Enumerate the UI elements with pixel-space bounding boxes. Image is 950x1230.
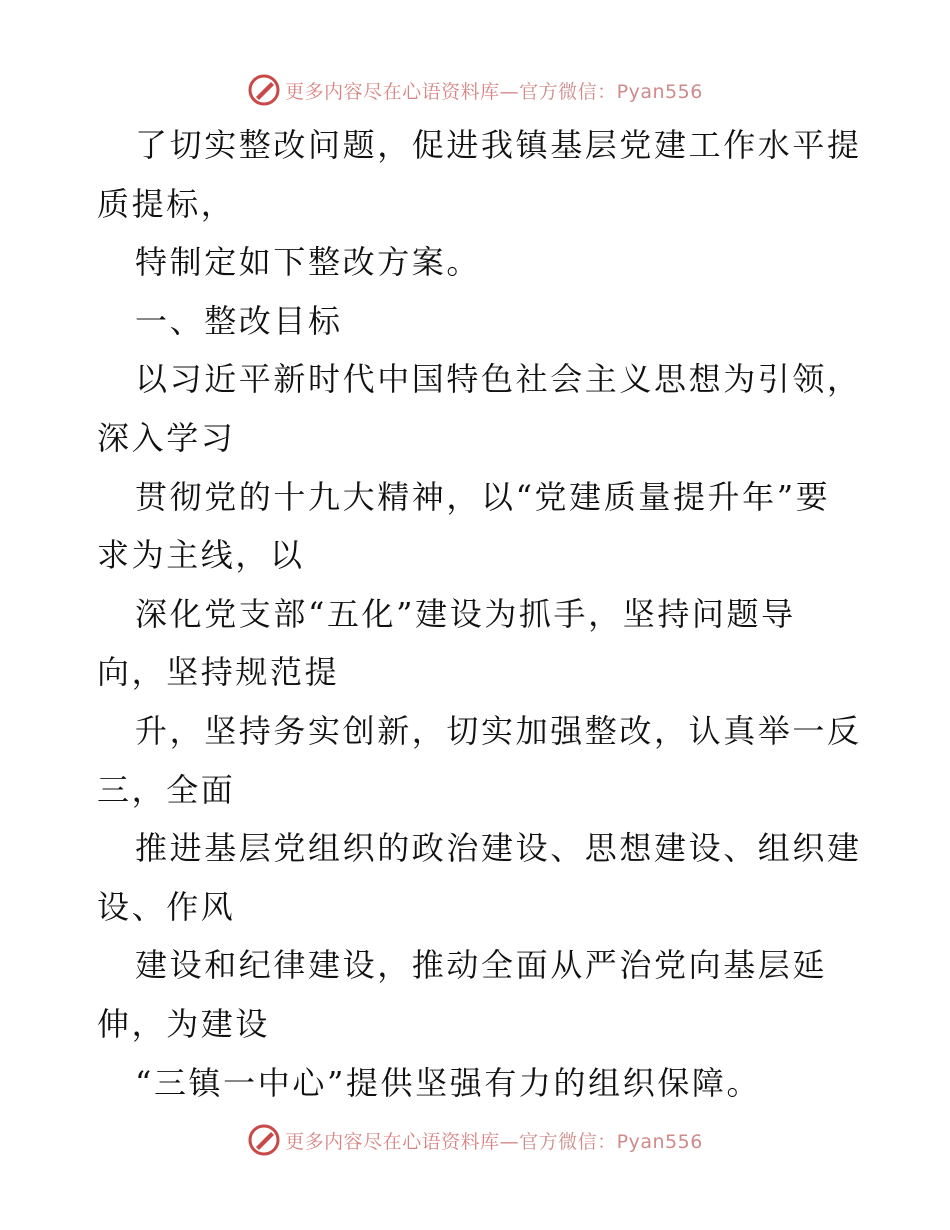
banner-site-text: 更多内容尽在心语资料库 [285,1130,500,1153]
text-line: 深入学习 [97,418,236,457]
text-line: 特制定如下整改方案。 [135,243,482,282]
document-body [97,116,867,1112]
banner-wechat-text: —官方微信：Pyan556 [499,80,703,103]
text-line: 了切实整改问题，促进我镇基层党建工作水平提 [135,126,862,164]
text-line: 伸，为建设 [97,1004,271,1043]
text-line: 质提标， [97,184,236,223]
logo-icon [247,1123,281,1157]
banner-wechat-text: —官方微信：Pyan556 [499,1130,703,1153]
text-line: 建设和纪律建设，推动全面从严治党向基层延 [135,946,828,985]
section-heading: 一、整改目标 [135,301,343,340]
text-line: 向，坚持规范提 [97,653,340,692]
header-banner [0,70,950,110]
logo-icon [247,73,281,107]
text-line: 深化党支部“五化”建设为抓手，坚持问题导 [135,594,796,633]
text-line: 三，全面 [97,770,236,809]
footer-banner [0,1120,950,1160]
text-line: 贯彻党的十九大精神，以“党建质量提升年”要 [135,477,831,516]
text-line: 以习近平新时代中国特色社会主义思想为引领， [135,360,862,399]
text-line: 升，坚持务实创新，切实加强整改，认真举一反 [135,711,862,750]
text-line: “三镇一中心”提供坚强有力的组织保障。 [135,1063,762,1102]
banner-site-text: 更多内容尽在心语资料库 [285,80,500,103]
text-line: 设、作风 [97,887,236,926]
text-line: 求为主线，以 [97,536,305,575]
text-line: 推进基层党组织的政治建设、思想建设、组织建 [135,829,862,868]
